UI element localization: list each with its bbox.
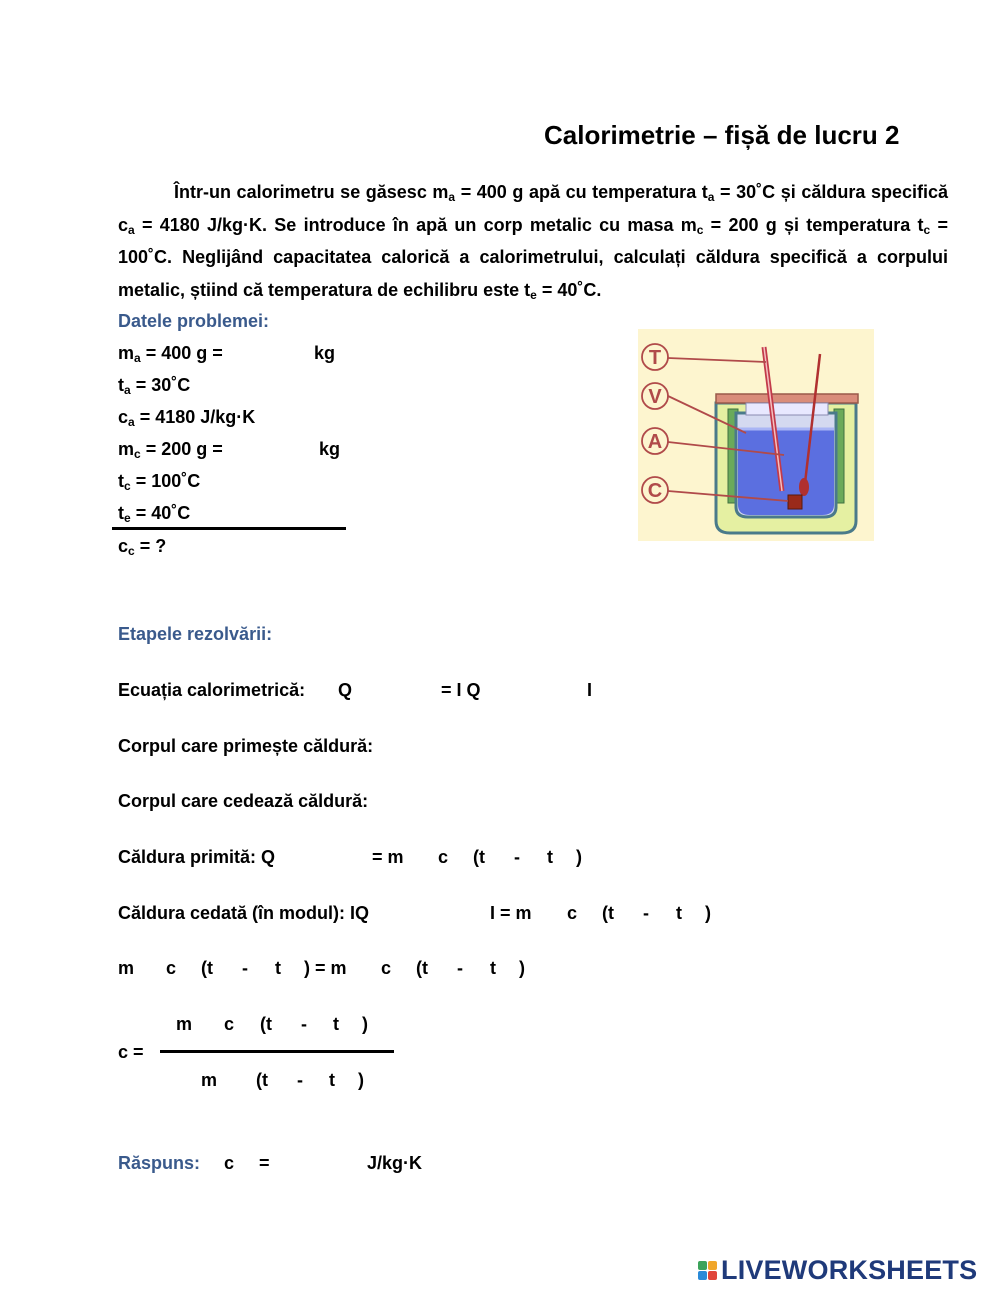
equation-q: Q	[338, 680, 353, 700]
fraction-bar	[160, 1050, 394, 1053]
given-heat-label: Căldura cedată (în modul): IQ	[118, 903, 370, 923]
received-label: Căldura primită: Q	[118, 847, 276, 867]
c-equals: c =	[118, 1042, 144, 1062]
answer-blank-gives[interactable]	[396, 791, 596, 813]
logo-tiles-icon	[698, 1261, 717, 1280]
answer-eq: =	[259, 1153, 270, 1173]
data-heading: Datele problemei:	[118, 311, 270, 331]
sym-m: m	[176, 1014, 193, 1034]
minus: -	[457, 958, 463, 978]
answer-blank-result[interactable]	[278, 1153, 360, 1175]
answer-blank-eq-1[interactable]	[354, 680, 434, 702]
given-temp-body: $t_c$ = 100˚C	[118, 471, 201, 493]
label-T: T	[648, 347, 662, 369]
minus: -	[514, 847, 520, 867]
label-A: A	[647, 431, 663, 453]
sym-t: t	[490, 958, 496, 978]
minus: -	[643, 903, 649, 923]
close-paren: )	[705, 903, 711, 923]
minus: -	[297, 1070, 303, 1090]
open-t: (t	[473, 847, 485, 867]
unit-kg: kg	[314, 343, 336, 363]
open-t: (t	[416, 958, 428, 978]
sym-t: t	[275, 958, 281, 978]
sym-t: t	[329, 1070, 335, 1090]
given-temp-equilibrium: $t_e$ = 40˚C	[118, 503, 191, 525]
equation-bar: I	[587, 680, 593, 700]
sym-c: c	[567, 903, 578, 923]
minus: -	[301, 1014, 307, 1034]
open-t: (t	[602, 903, 614, 923]
equation-label: Ecuația calorimetrică:	[118, 680, 306, 700]
given-temp-water: $t_a$ = 30˚C	[118, 375, 191, 397]
unknown-specific-heat: $c_c$ = ?	[118, 536, 167, 558]
answer-blank-mass-body[interactable]	[238, 439, 314, 461]
sym-m: m	[201, 1070, 218, 1090]
equation-eq: = I Q	[441, 680, 481, 700]
steps-heading: Etapele rezolvării:	[118, 624, 273, 644]
answer-blank-mass-water[interactable]	[238, 343, 308, 365]
close-paren: )	[362, 1014, 368, 1034]
given-specific-heat-water: $c_a = 4180$ J/kg·K	[118, 407, 256, 429]
sym-c: c	[438, 847, 449, 867]
minus: -	[242, 958, 248, 978]
unit-kg: kg	[319, 439, 341, 459]
answer-blank-eq-2[interactable]	[490, 680, 580, 702]
close-eq: ) = m	[304, 958, 347, 978]
open-t: (t	[256, 1070, 268, 1090]
sym-c: c	[224, 1014, 235, 1034]
received-eq: = m	[372, 847, 404, 867]
label-C: C	[647, 480, 663, 502]
open-t: (t	[201, 958, 213, 978]
open-t: (t	[260, 1014, 272, 1034]
gives-label: Corpul care cedează căldură:	[118, 791, 369, 811]
data-divider	[112, 527, 346, 530]
given-heat-eq: I = m	[490, 903, 532, 923]
problem-statement: Într-un calorimetru se găsesc $m_a = 400$ g apă cu temperatura $t_a$ = 30˚C și căldura specifică $c_a = 4180$ J/kg·K. Se introduce în apă un corp metalic cu masa $m_c = 200$ g și temperatura $t_c$ = 100˚C. Neglijând capacitatea calorică a calorimetrului, calculați căldura specifică a corpului metalic, știind că temperatura de echilibru este $t_e$ = 40˚C.	[118, 182, 949, 302]
receives-label: Corpul care primește căldură:	[118, 736, 374, 756]
answer-label: Răspuns:	[118, 1153, 201, 1173]
answer-sym: c	[224, 1153, 235, 1173]
close-paren: )	[519, 958, 525, 978]
close-paren: )	[576, 847, 582, 867]
label-V: V	[648, 386, 662, 408]
close-paren: )	[358, 1070, 364, 1090]
sym-t: t	[676, 903, 682, 923]
watermark-text: LIVEWORKSHEETS	[721, 1255, 978, 1285]
answer-unit: J/kg·K	[367, 1153, 423, 1173]
sym-c: c	[166, 958, 177, 978]
sym-t: t	[333, 1014, 339, 1034]
liveworksheets-logo	[698, 1255, 977, 1286]
given-mass-water: $m_a = 400$ g =	[118, 343, 223, 365]
sym-m: m	[118, 958, 135, 978]
calorimeter-diagram	[638, 329, 874, 541]
given-mass-body: $m_c = 200$ g =	[118, 439, 223, 461]
answer-blank-receives[interactable]	[404, 736, 604, 758]
sym-t: t	[547, 847, 553, 867]
sym-c: c	[381, 958, 392, 978]
worksheet-title: Calorimetrie – fișă de lucru 2	[544, 120, 900, 150]
